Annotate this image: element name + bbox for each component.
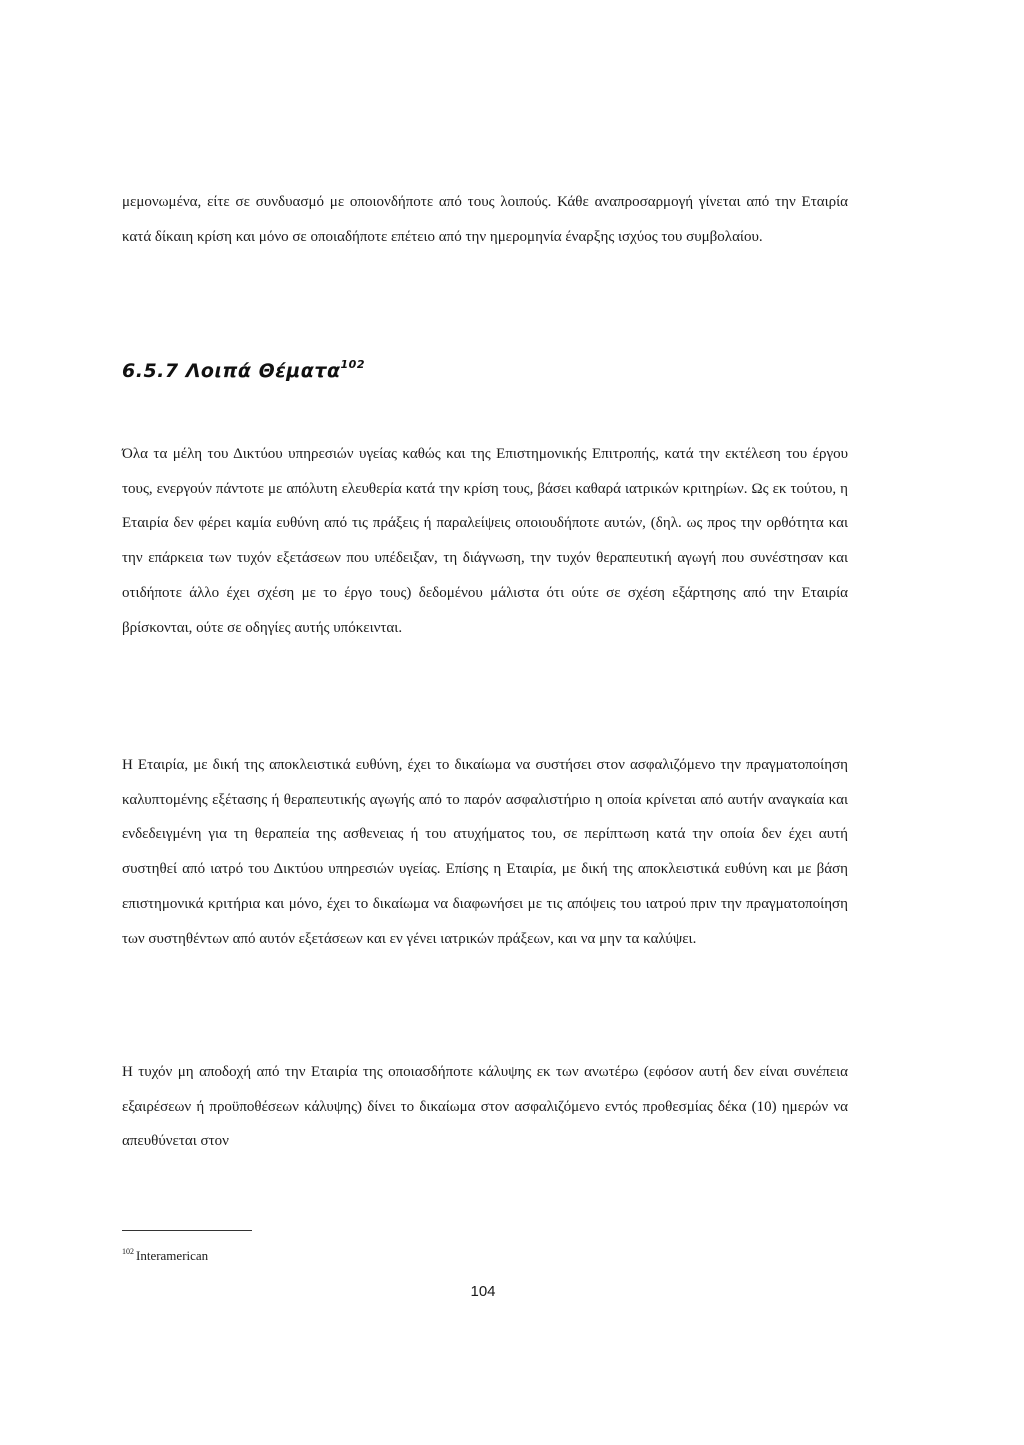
page-number: 104 (470, 1283, 496, 1300)
footnote-text: Interamerican (136, 1248, 209, 1263)
footnote-divider (122, 1230, 252, 1231)
section-heading (122, 358, 365, 382)
footnote-number: 102 (122, 1247, 134, 1256)
paragraph-non-acceptance: Η τυχόν μη αποδοχή από την Εταιρία της οποιασδήποτε κάλυψης εκ των ανωτέρω (εφόσον αυτή δεν είναι συνέπεια εξαιρέσεων ή προϋποθέσεων κάλυψης) δίνει το δικαίωμα στον ασφαλιζόμενο εντός προθεσμίας δέκα (10) ημερών να απευθύνεται στον (122, 1064, 848, 1150)
paragraph-network-liability: Όλα τα μέλη του Δικτύου υπηρεσιών υγείας καθώς και της Επιστημονικής Επιτροπής, κατά την εκτέλεση του έργου τους, ενεργούν πάντοτε με απόλυτη ελευθερία κατά την κρίση τους, βάσει καθαρά ιατρικών κριτηρίων. Ως εκ τούτου, η Εταιρία δεν φέρει καμία ευθύνη από τις πράξεις ή παραλείψεις οποιουδήποτε αυτών, (δηλ. ως προς την ορθότητα και την επάρκεια των τυχόν εξετάσεων που υπέδειξαν, τη διάγνωση, την τυχόν θεραπευτική αγωγή που συνέστησαν και οτιδήποτε άλλο έχει σχέση με το έργο τους) δεδομένου μάλιστα ότι ούτε σε σχέση εξάρτησης από την Εταιρία βρίσκονται, ούτε σε οδηγίες αυτής υπόκεινται. (122, 446, 848, 636)
paragraph-company-rights: Η Εταιρία, με δική της αποκλειστικά ευθύνη, έχει το δικαίωμα να συστήσει στον ασφαλιζόμενο την πραγματοποίηση καλυπτομένης εξέτασης ή θεραπευτικής αγωγής από το παρόν ασφαλιστήριο η οποία κρίνεται από αυτήν αναγκαία και ενδεδειγμένη για τη θεραπεία της ασθενειας ή του ατυχήματος του, σε περίπτωση κατά την οποία δεν έχει αυτή συστηθεί από ιατρό του Δικτύου υπηρεσιών υγείας. Επίσης η Εταιρία, με δική της αποκλειστικά ευθύνη και με βάση επιστημονικά κριτήρια και μόνο, έχει το δικαίωμα να διαφωνήσει με τις απόψεις του ιατρού πριν την πραγματοποίηση των συστηθέντων από αυτόν εξετάσεων και εν γένει ιατρικών πράξεων, και να μην τα καλύψει. (122, 757, 848, 947)
footnote (122, 1247, 208, 1264)
heading-footnote-ref: 102 (340, 358, 365, 371)
section-heading-text: 6.5.7 Λοιπά Θέματα (122, 360, 341, 382)
paragraph-continued: μεμονωμένα, είτε σε συνδυασμό με οποιονδήποτε από τους λοιπούς. Κάθε αναπροσαρμογή γίνεται από την Εταιρία κατά δίκαιη κρίση και μόνο σε οποιαδήποτε επέτειο από την ημερομηνία έναρξης ισχύος του συμβολαίου. (122, 194, 848, 245)
